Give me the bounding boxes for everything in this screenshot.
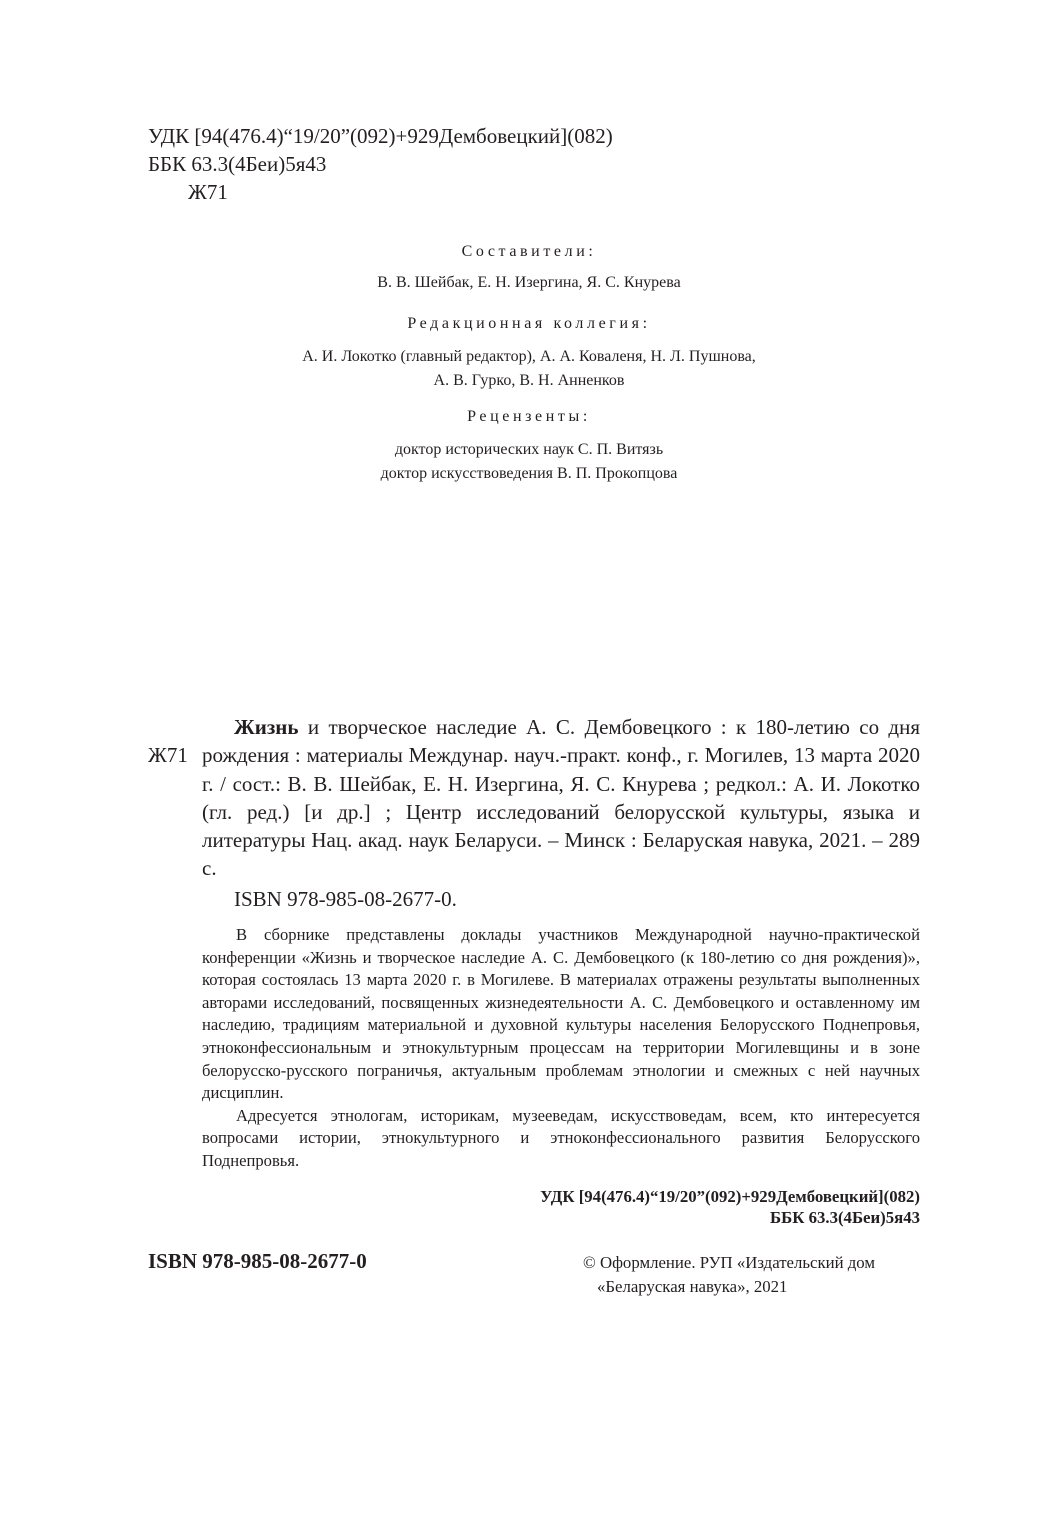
bbk-code: ББК 63.3(4Беи)5я43	[148, 152, 327, 176]
reviewer-line: доктор искусствоведения В. П. Прокопцова	[380, 465, 678, 482]
bibliographic-entry	[148, 713, 920, 913]
footer-bbk: ББК 63.3(4Беи)5я43	[770, 1208, 920, 1227]
entry-author-mark: Ж71	[148, 743, 188, 767]
footer-udk: УДК [94(476.4)“19/20”(092)+929Дембовецкий](082)	[540, 1187, 920, 1206]
reviewers-heading: Рецензенты:	[467, 408, 591, 425]
footer-isbn: ISBN 978-985-08-2677-0	[148, 1249, 367, 1273]
entry-title-word: Жизнь	[234, 715, 299, 739]
copyright-line: «Беларуская навука», 2021	[597, 1277, 788, 1296]
footer-codes	[540, 1186, 920, 1228]
reviewer-line: доктор исторических наук С. П. Витязь	[394, 441, 664, 458]
compilers-heading: Составители:	[461, 243, 597, 260]
editorial-line: А. В. Гурко, В. Н. Анненков	[433, 372, 625, 389]
entry-text	[202, 713, 920, 883]
entry-isbn: ISBN 978-985-08-2677-0.	[234, 886, 457, 911]
entry-description: и творческое наследие А. С. Дембовецкого : к 180-летию со дня рождения : материалы Междунар. науч.-практ. конф., г. Могилев, 13 марта 2020 г. / сост.: В. В. Шейбак, Е. Н. Изергина, Я. С. Кнурева ; редкол.: А. И. Локотко (гл. ред.) [и др.] ; Центр исследований белорусской культуры, языка и литературы Нац. акад. наук Беларуси. – Минск : Беларуская навука, 2021. – 289 с.	[202, 715, 920, 881]
compilers-names: В. В. Шейбак, Е. Н. Изергина, Я. С. Кнурева	[377, 274, 681, 291]
editorial-line: А. И. Локотко (главный редактор), А. А. Коваленя, Н. Л. Пушнова,	[302, 348, 756, 365]
classification-codes	[148, 122, 613, 206]
author-mark: Ж71	[188, 180, 228, 204]
editorial-names	[0, 345, 1058, 393]
copyright-line: © Оформление. РУП «Издательский дом	[583, 1253, 875, 1272]
editorial-heading: Редакционная коллегия:	[407, 315, 651, 332]
udk-code: УДК [94(476.4)“19/20”(092)+929Дембовецкий](082)	[148, 124, 613, 148]
copyright	[583, 1251, 875, 1299]
reviewers-names	[0, 438, 1058, 486]
annotation	[202, 924, 920, 1173]
annotation-paragraph: В сборнике представлены доклады участников Международной научно-практической конференции «Жизнь и творческое наследие А. С. Дембовецкого (к 180-летию со дня рождения)», которая состоялась 13 марта 2020 г. в Могилеве. В материалах отражены результаты выполненных авторами исследований, посвященных жизнедеятельности А. С. Дембовецкого и оставленному им наследию, традициям материальной и духовной культуры населения Белорусского Поднепровья, этноконфессиональным и этнокультурным процессам на территории Могилевщины и в зоне белорусско-русского пограничья, актуальным проблемам этнологии и смежных с ней научных дисциплин.	[202, 925, 920, 1103]
annotation-paragraph: Адресуется этнологам, историкам, музееведам, искусствоведам, всем, кто интересуется вопросами истории, этнокультурного и этноконфессионального развития Белорусского Поднепровья.	[202, 1105, 920, 1170]
